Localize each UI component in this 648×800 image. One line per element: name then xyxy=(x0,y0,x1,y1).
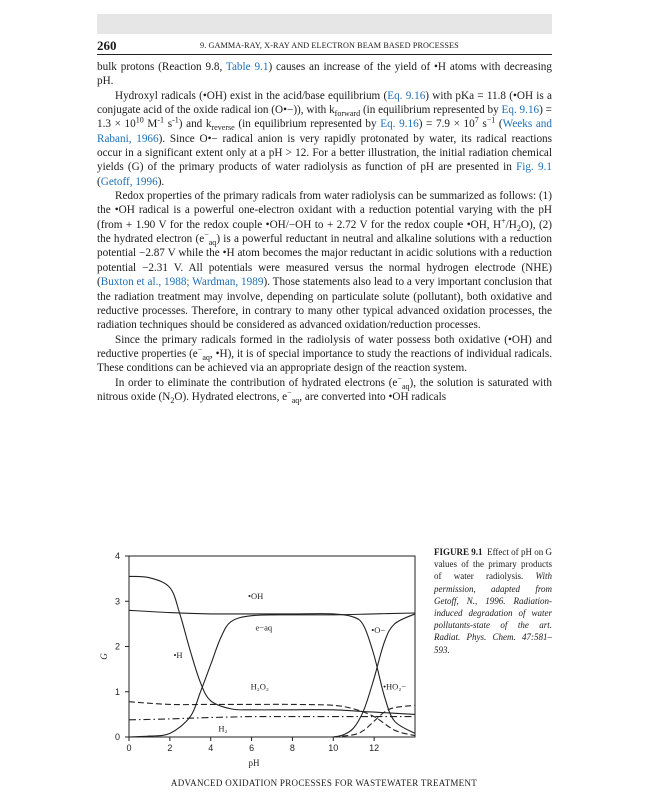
series-label: H₂ xyxy=(218,723,228,734)
page-number: 260 xyxy=(97,38,117,53)
page-footer: ADVANCED OXIDATION PROCESSES FOR WASTEWATER TREATMENT xyxy=(170,778,478,788)
equation-link[interactable]: Eq. 9.16 xyxy=(387,89,426,102)
y-tick-label: 2 xyxy=(114,641,120,652)
table-link[interactable]: Table 9.1 xyxy=(225,61,269,73)
series-label: H₂O₂ xyxy=(250,681,269,692)
series-line xyxy=(129,576,415,714)
series-label: •HO₂− xyxy=(383,681,407,692)
x-tick-label: 6 xyxy=(249,743,255,753)
paragraph-3: Redox properties of the primary radicals from water radiolysis can be summarized as follows: (1) the •OH radical is a powerful one-electron oxidant with a reduction potential varying with the pH (from + 1.90 V for the redox couple •OH/−OH to + 2.72 V for the redox couple •OH, $H^+/H_2O$), (2) the hydrated electron $(e^-_{aq})$ is a powerful reductant in neutral and alkaline solutions with a reduction potential −2.87 V while the •H atom becomes the major reductant in acidic solutions with a reduction potential −2.31 V. All potentials were measured versus the normal hydrogen electrode (NHE) (Buxton et al., 1988; Wardman, 1989). Those statements also lead to a very important conclusion that the radiation treatment may involve, depending on particulate solute (pollutant), both oxidative and reductive processes. Therefore, in contrary to many other typical advanced oxidation processes, the radiation techniques should be considered as advanced oxidation/reduction processes. xyxy=(97,190,552,332)
y-tick-label: 4 xyxy=(114,551,120,561)
figure-label: FIGURE 9.1 xyxy=(434,547,483,557)
figure-caption xyxy=(434,546,552,656)
citation-link[interactable]: Buxton et al., 1988; Wardman, 1989 xyxy=(100,276,264,289)
paragraph-5: In order to eliminate the contribution of hydrated electrons $(e^-_{aq})$, the solution is saturated with nitrous oxide $(N_2O)$. Hydrated electrons, $e^-_{aq}$, are converted into •OH radicals xyxy=(97,373,552,406)
header-rule xyxy=(97,54,552,55)
equation-link[interactable]: Eq. 9.16 xyxy=(380,118,419,131)
series-line xyxy=(129,717,415,720)
citation-link[interactable]: Getoff, 1996 xyxy=(100,175,158,188)
paragraph-1: bulk protons (Reaction 9.8, Table 9.1) causes an increase of the yield of •H atoms with decreasing pH. xyxy=(97,61,552,88)
y-axis-label: G xyxy=(99,653,109,660)
paragraph-2: Hydroxyl radicals (•OH) exist in the acid/base equilibrium (Eq. 9.16) with pKa = 11.8 (•OH is a conjugate acid of the oxide radical ion (O•−)), with $k_{forward}$ (in equilibrium represented by Eq. $9.16) = 1.3 \times 10^{10}$ $M^{-1}$ $s^{-1}$) and $k_{reverse}$ (in equilibrium represented by Eq. $9.16) = 7.9 \times 10^7$ $s^{-1}$ (Weeks and Rabani, 1966). Since O•− radical anion is very rapidly protonated by water, its radical reactions occur in a significant extent only at a pH > 12. For a better illustration, the initial radiation chemical yields (G) of the primary products of water radiolysis as function of pH are presented in Fig. 9.1 (Getoff, 1996). xyxy=(97,89,552,188)
y-tick-label: 0 xyxy=(114,732,120,742)
figure-link[interactable]: Fig. 9.1 xyxy=(516,161,552,174)
x-tick-label: 2 xyxy=(167,743,173,753)
y-tick-label: 3 xyxy=(114,596,120,607)
running-head: 9. GAMMA-RAY, X-RAY AND ELECTRON BEAM BASED PROCESSES xyxy=(200,41,459,50)
x-tick-label: 10 xyxy=(328,743,339,753)
caption-text: Effect of pH on G values of the primary products of water radiolysis. xyxy=(434,547,552,582)
x-axis-label: pH xyxy=(248,758,260,768)
x-tick-label: 4 xyxy=(208,743,214,753)
series-line xyxy=(129,702,415,736)
series-label: •O− xyxy=(371,624,386,635)
citation-link[interactable]: Weeks and Rabani, 1966 xyxy=(97,118,552,145)
series-label: e−aq xyxy=(255,622,273,633)
body-text xyxy=(97,60,552,404)
figure-9-1 xyxy=(97,542,422,772)
series-label: •OH xyxy=(248,590,264,601)
ph-g-chart xyxy=(97,542,422,772)
x-tick-label: 12 xyxy=(369,743,380,753)
caption-credit: With permission, adapted from Getoff, N., 1996. Radiation-induced degradation of water pollutants-state of the art. Radiat. Phys. Chem. 47:581–593. xyxy=(434,571,552,655)
x-tick-label: 0 xyxy=(126,743,132,753)
y-tick-label: 1 xyxy=(114,686,120,697)
paragraph-4: Since the primary radicals formed in the radiolysis of water possess both oxidative (•OH) and reductive properties ($e^-_{aq}$, •H), it is of special importance to study the reactions of individual radicals. These conditions can be achieved via an appropriate design of the reaction system. xyxy=(97,333,552,375)
equation-link[interactable]: Eq. 9.16 xyxy=(501,104,540,117)
x-tick-label: 8 xyxy=(289,743,295,753)
header-band xyxy=(97,14,552,34)
series-label: •H xyxy=(173,649,183,660)
